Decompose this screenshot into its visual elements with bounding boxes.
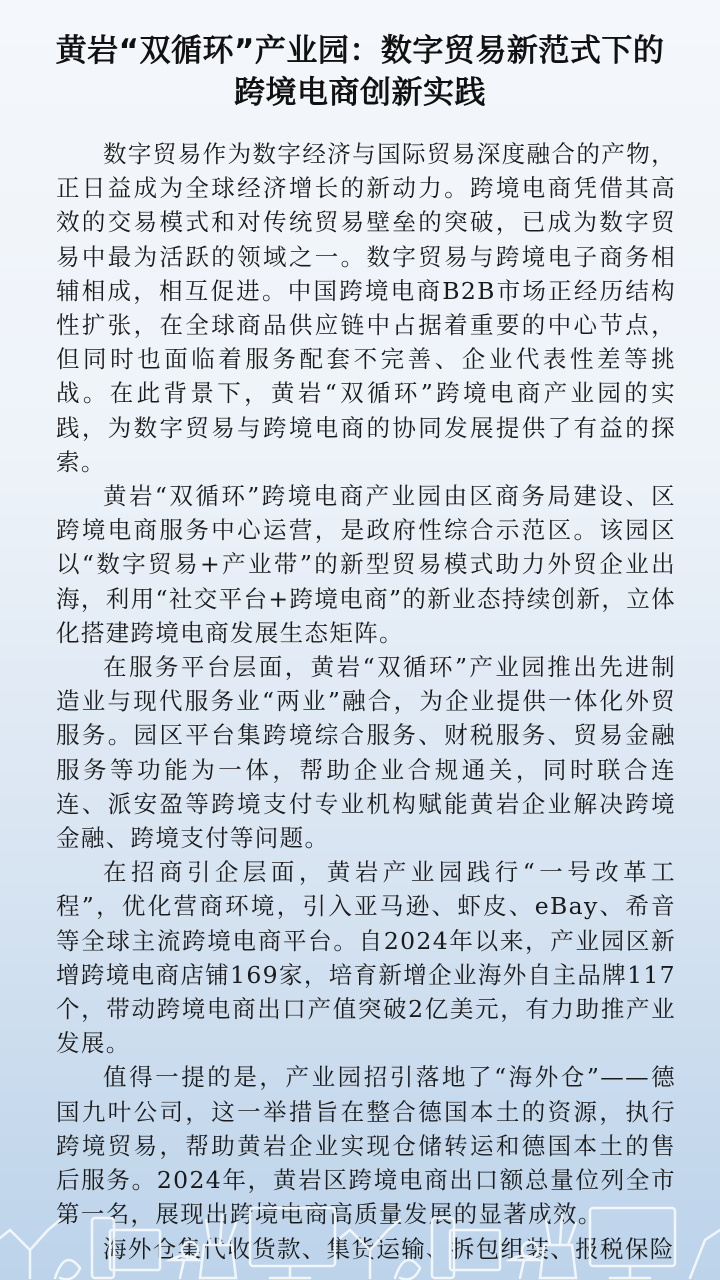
paragraph-3: 在服务平台层面，黄岩“双循环”产业园推出先进制造业与现代服务业“两业”融合，为企业提供一体化外贸服务。园区平台集跨境综合服务、财税服务、贸易金融服务等功能为一体，帮助企业合规通关，同时联合连连、派安盈等跨境支付专业机构赋能黄岩企业解决跨境金融、跨境支付等问题。 [56, 653, 676, 853]
paragraph-2: 黄岩“双循环”跨境电商产业园由区商务局建设、区跨境电商服务中心运营，是政府性综合示范区。该园区以“数字贸易+产业带”的新型贸易模式助力外贸企业出海，利用“社交平台+跨境电商”的新业态持续创新，立体化搭建跨境电商发展生态矩阵。 [56, 482, 676, 647]
page-title-line-1: 黄岩“双循环”产业园：数字贸易新范式下的 [55, 33, 665, 69]
page-title [20, 30, 700, 114]
article-body [56, 137, 676, 1266]
paragraph-1: 数字贸易作为数字经济与国际贸易深度融合的产物，正日益成为全球经济增长的新动力。跨境电商凭借其高效的交易模式和对传统贸易壁垒的突破，已成为数字贸易中最为活跃的领域之一。数字贸易与跨境电子商务相辅相成，相互促进。中国跨境电商B2B市场正经历结构性扩张，在全球商品供应链中占据着重要的中心节点，但同时也面临着服务配套不完善、企业代表性差等挑战。在此背景下，黄岩“双循环”跨境电商产业园的实践，为数字贸易与跨境电商的协同发展提供了有益的探索。 [56, 140, 676, 476]
paragraph-4: 在招商引企层面，黄岩产业园践行“一号改革工程”，优化营商环境，引入亚马逊、虾皮、eBay、希音等全球主流跨境电商平台。自2024年以来，产业园区新增跨境电商店铺169家，培育新增企业海外自主品牌117个，带动跨境电商出口产值突破2亿美元，有力助推产业发展。 [56, 858, 676, 1058]
paragraph-6: 海外仓集代收货款、集货运输、拆包组装、报税保险 [103, 1234, 675, 1263]
desk-illustration [0, 1190, 720, 1280]
page-title-line-2: 跨境电商创新实践 [234, 75, 486, 111]
paragraph-5: 值得一提的是，产业园招引落地了“海外仓”——德国九叶公司，这一举措旨在整合德国本土的资源，执行跨境贸易，帮助黄岩企业实现仓储转运和德国本土的售后服务。2024年，黄岩区跨境电商出口额总量位列全市第一名，展现出跨境电商高质量发展的显著成效。 [56, 1063, 676, 1229]
